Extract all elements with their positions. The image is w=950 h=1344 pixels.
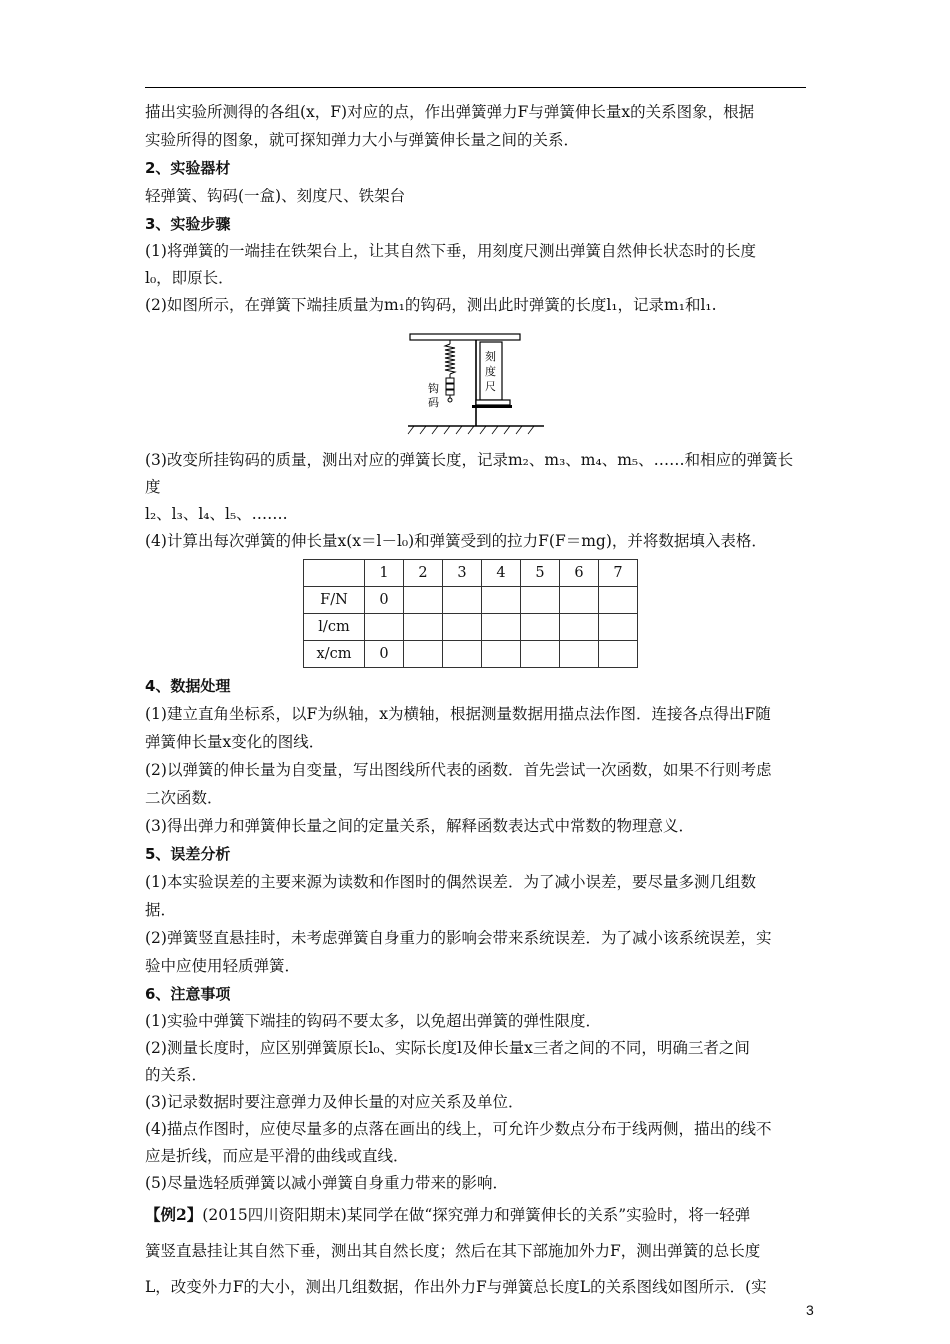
paragraph-intro-1: 描出实验所测得的各组(x，F)对应的点，作出弹簧弹力F与弹簧伸长量x的关系图象，根据 (145, 103, 755, 121)
ground-hatching (408, 426, 534, 434)
table-cell: 2 (404, 560, 443, 587)
table-cell (404, 587, 443, 614)
table-cell (521, 641, 560, 668)
example-label: 【例2】 (145, 1205, 203, 1224)
weight-label-1: 钩 (428, 382, 439, 395)
ruler-label-2: 度 (485, 365, 496, 378)
paragraph-dp2-a: (2)以弹簧的伸长量为自变量，写出图线所代表的函数．首先尝试一次函数，如果不行则考虑 (145, 761, 772, 779)
table-cell: 7 (599, 560, 638, 587)
stand-base (472, 405, 512, 408)
section-heading-steps: 3、实验步骤 (145, 215, 231, 233)
ruler-label-1: 刻 (485, 350, 496, 363)
paragraph-note2-b: 的关系． (145, 1066, 208, 1084)
paragraph-dp3: (3)得出弹力和弹簧伸长量之间的定量关系，解释函数表达式中常数的物理意义． (145, 817, 694, 835)
table-cell (599, 641, 638, 668)
table-cell (482, 641, 521, 668)
spring (445, 344, 455, 374)
paragraph-step4: (4)计算出每次弹簧的伸长量x(x＝l－l₀)和弹簧受到的拉力F(F＝mg)，并将数据填入表格． (145, 532, 767, 550)
paragraph-note4-a: (4)描点作图时，应使尽量多的点落在画出的线上，可允许少数点分布于线两侧，描出的线不 (145, 1120, 772, 1138)
stand-crossbar (410, 334, 520, 340)
table-cell (443, 614, 482, 641)
paragraph-dp1-a: (1)建立直角坐标系，以F为纵轴，x为横轴，根据测量数据用描点法作图．连接各点得出F随 (145, 705, 771, 723)
table-cell (304, 560, 365, 587)
paragraph-note5: (5)尽量选轻质弹簧以减小弹簧自身重力带来的影响． (145, 1174, 508, 1192)
table-cell (365, 614, 404, 641)
table-cell (482, 587, 521, 614)
paragraph-dp2-b: 二次函数． (145, 789, 223, 807)
page-number: 3 (806, 1302, 814, 1318)
table-cell (443, 641, 482, 668)
table-row-header: x/cm (304, 641, 365, 668)
paragraph-err2-b: 验中应使用轻质弹簧． (145, 957, 301, 975)
table-cell (404, 641, 443, 668)
paragraph-step3-a: (3)改变所挂钩码的质量，测出对应的弹簧长度，记录m₂、m₃、m₄、m₅、……和相应的弹簧长度 (145, 451, 794, 496)
table-cell (521, 587, 560, 614)
weight-2 (446, 384, 454, 389)
data-table (303, 559, 638, 668)
table-cell (560, 614, 599, 641)
weight-3 (446, 390, 454, 395)
paragraph-step3-b: l₂、l₃、l₄、l₅、……. (145, 505, 288, 523)
table-cell: 3 (443, 560, 482, 587)
paragraph-err1-a: (1)本实验误差的主要来源为读数和作图时的偶然误差．为了减小误差，要尽量多测几组数 (145, 873, 756, 891)
ruler-base (476, 400, 510, 405)
table-cell: 5 (521, 560, 560, 587)
header-rule (145, 87, 806, 88)
table-cell (521, 614, 560, 641)
table-cell: 1 (365, 560, 404, 587)
section-heading-data-processing: 4、数据处理 (145, 677, 231, 695)
table-cell (599, 614, 638, 641)
table-cell: 4 (482, 560, 521, 587)
table-row-header: l/cm (304, 614, 365, 641)
table-cell (599, 587, 638, 614)
section-heading-equipment: 2、实验器材 (145, 159, 231, 177)
table-header-row (304, 560, 638, 587)
table-cell: 0 (365, 641, 404, 668)
paragraph-example-1 (145, 1197, 807, 1233)
table-row (304, 641, 638, 668)
paragraph-note3: (3)记录数据时要注意弹力及伸长量的对应关系及单位． (145, 1093, 524, 1111)
spring-apparatus-diagram (406, 326, 546, 438)
table-row (304, 614, 638, 641)
paragraph-example-2: 簧竖直悬挂让其自然下垂，测出其自然长度；然后在其下部施加外力F，测出弹簧的总长度 (145, 1242, 761, 1260)
example-text-1: (2015四川资阳期末)某同学在做“探究弹力和弹簧伸长的关系”实验时，将一轻弹 (202, 1206, 751, 1224)
table-cell (443, 587, 482, 614)
paragraph-err2-a: (2)弹簧竖直悬挂时，未考虑弹簧自身重力的影响会带来系统误差．为了减小该系统误差，实 (145, 929, 772, 947)
section-heading-error-analysis: 5、误差分析 (145, 845, 231, 863)
weight-1 (446, 378, 454, 383)
apparatus-figure (145, 323, 807, 441)
paragraph-step2: (2)如图所示，在弹簧下端挂质量为m₁的钩码，测出此时弹簧的长度l₁，记录m₁和l₁. (145, 296, 717, 314)
paragraph-dp1-b: 弹簧伸长量x变化的图线． (145, 733, 325, 751)
document-body (145, 98, 807, 1305)
table-cell: 6 (560, 560, 599, 587)
section-heading-notes: 6、注意事项 (145, 985, 231, 1003)
table-cell (560, 641, 599, 668)
paragraph-equipment: 轻弹簧、钩码(一盒)、刻度尺、铁架台 (145, 187, 406, 205)
table-cell: 0 (365, 587, 404, 614)
paragraph-step1-b: l₀，即原长． (145, 269, 234, 287)
paragraph-step1-a: (1)将弹簧的一端挂在铁架台上，让其自然下垂，用刻度尺测出弹簧自然伸长状态时的长度 (145, 242, 756, 260)
paragraph-note1: (1)实验中弹簧下端挂的钩码不要太多，以免超出弹簧的弹性限度． (145, 1012, 601, 1030)
table-cell (560, 587, 599, 614)
paragraph-intro-2: 实验所得的图象，就可探知弹力大小与弹簧伸长量之间的关系． (145, 131, 580, 149)
table-cell (404, 614, 443, 641)
paragraph-note2-a: (2)测量长度时，应区别弹簧原长l₀、实际长度l及伸长量x三者之间的不同，明确三者之间 (145, 1039, 750, 1057)
weight-label-2: 码 (428, 396, 439, 409)
table-row-header: F/N (304, 587, 365, 614)
paragraph-example-3: L，改变外力F的大小，测出几组数据，作出外力F与弹簧总长度L的关系图线如图所示．(实 (145, 1278, 767, 1296)
paragraph-err1-b: 据． (145, 901, 177, 919)
table-cell (482, 614, 521, 641)
table-row (304, 587, 638, 614)
ruler-label-3: 尺 (485, 380, 496, 393)
paragraph-note4-b: 应是折线，而应是平滑的曲线或直线． (145, 1147, 409, 1165)
